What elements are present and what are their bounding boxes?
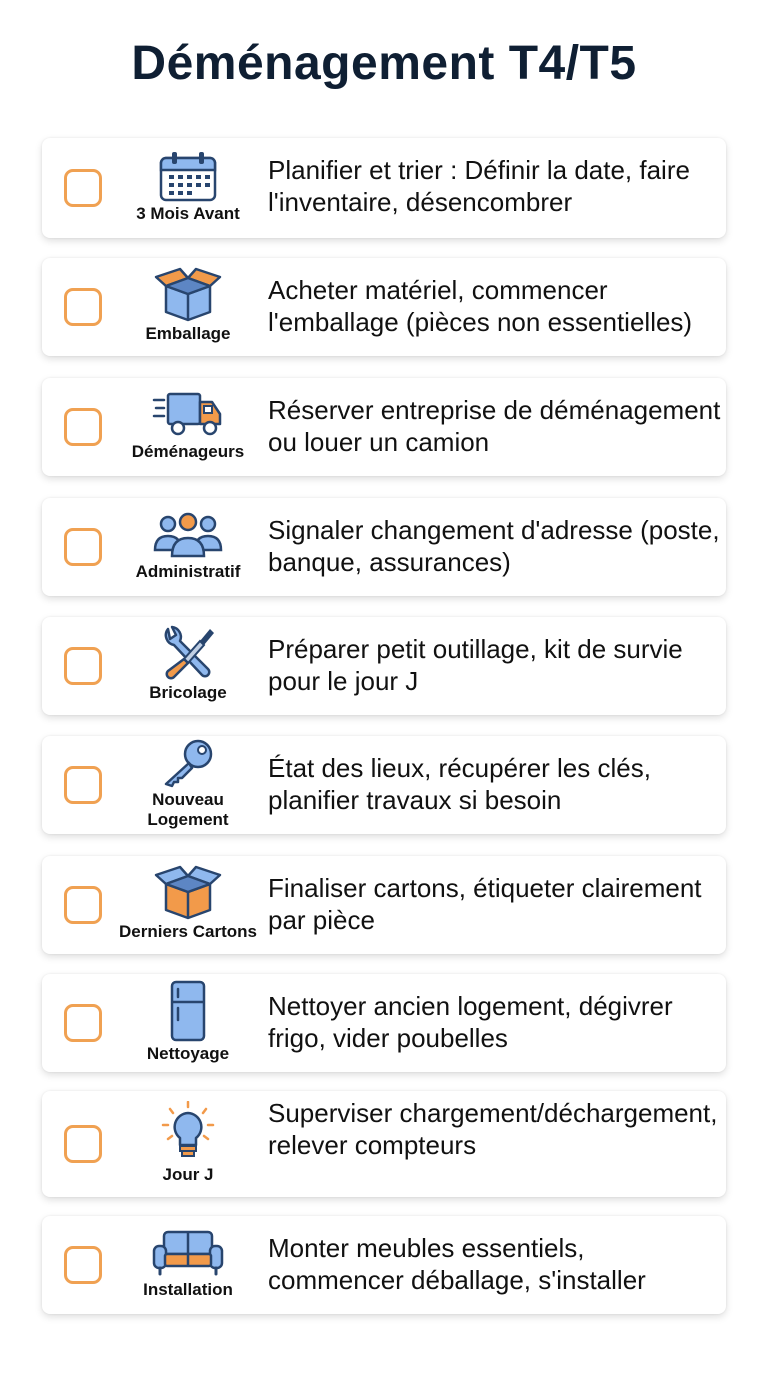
checkbox[interactable] <box>64 886 102 924</box>
task-text: État des lieux, récupérer les clés, planifier travaux si besoin <box>268 753 651 815</box>
checkbox[interactable] <box>64 766 102 804</box>
page-title: Déménagement T4/T5 <box>131 37 637 90</box>
category-label: Administratif <box>135 562 241 581</box>
checklist-item <box>42 258 726 356</box>
task-text: Acheter matériel, commencer l'emballage (pièces non essentielles) <box>268 275 693 337</box>
task-text: Réserver entreprise de déménagement ou louer un camion <box>268 395 721 457</box>
category-column <box>112 864 264 942</box>
task-text: Nettoyer ancien logement, dégivrer frigo, vider poubelles <box>268 991 673 1053</box>
sofa-icon <box>150 1228 226 1278</box>
checklist-item <box>42 138 726 238</box>
checklist-item <box>42 736 726 834</box>
checkbox[interactable] <box>64 1004 102 1042</box>
task-text: Finaliser cartons, étiqueter clairement par pièce <box>268 873 702 935</box>
cardboard-box-icon <box>154 864 222 920</box>
category-label: Bricolage <box>149 683 227 702</box>
people-group-icon <box>152 510 224 560</box>
task-text: Planifier et trier : Définir la date, faire l'inventaire, désencombrer <box>268 155 690 217</box>
category-label: Jour J <box>162 1165 214 1184</box>
checkbox[interactable] <box>64 1246 102 1284</box>
lightbulb-icon <box>160 1101 216 1163</box>
checklist-item <box>42 974 726 1072</box>
checkbox[interactable] <box>64 528 102 566</box>
wrench-screwdriver-icon <box>158 625 218 681</box>
key-icon <box>160 738 216 788</box>
category-label: Nettoyage <box>146 1044 230 1063</box>
category-column <box>112 390 264 462</box>
task-text: Monter meubles essentiels, commencer déballage, s'installer <box>268 1233 646 1295</box>
moving-truck-icon <box>152 390 224 440</box>
category-label: Déménageurs <box>131 442 245 461</box>
calendar-icon <box>158 150 218 202</box>
checkbox[interactable] <box>64 647 102 685</box>
category-label: Derniers Cartons <box>119 922 257 941</box>
category-column <box>112 980 264 1064</box>
checkbox[interactable] <box>64 408 102 446</box>
category-label: Nouveau Logement <box>147 790 229 829</box>
category-column <box>112 1101 264 1185</box>
checklist-item <box>42 1091 726 1197</box>
category-column <box>112 625 264 703</box>
checklist-item <box>42 498 726 596</box>
task-text: Préparer petit outillage, kit de survie pour le jour J <box>268 634 683 696</box>
task-text: Superviser chargement/déchargement, relever compteurs <box>268 1098 718 1160</box>
category-column <box>112 266 264 344</box>
checkbox[interactable] <box>64 1125 102 1163</box>
checkbox[interactable] <box>64 169 102 207</box>
fridge-icon <box>168 980 208 1042</box>
category-label: 3 Mois Avant <box>136 204 240 223</box>
category-column <box>112 510 264 582</box>
category-column <box>112 738 264 830</box>
task-text: Signaler changement d'adresse (poste, banque, assurances) <box>268 515 720 577</box>
category-column <box>112 150 264 224</box>
checklist-item <box>42 378 726 476</box>
open-box-icon <box>154 266 222 322</box>
checkbox[interactable] <box>64 288 102 326</box>
checklist-item <box>42 1216 726 1314</box>
category-column <box>112 1228 264 1300</box>
checklist-item <box>42 617 726 715</box>
category-label: Emballage <box>145 324 231 343</box>
checklist-item <box>42 856 726 954</box>
category-label: Installation <box>143 1280 233 1299</box>
